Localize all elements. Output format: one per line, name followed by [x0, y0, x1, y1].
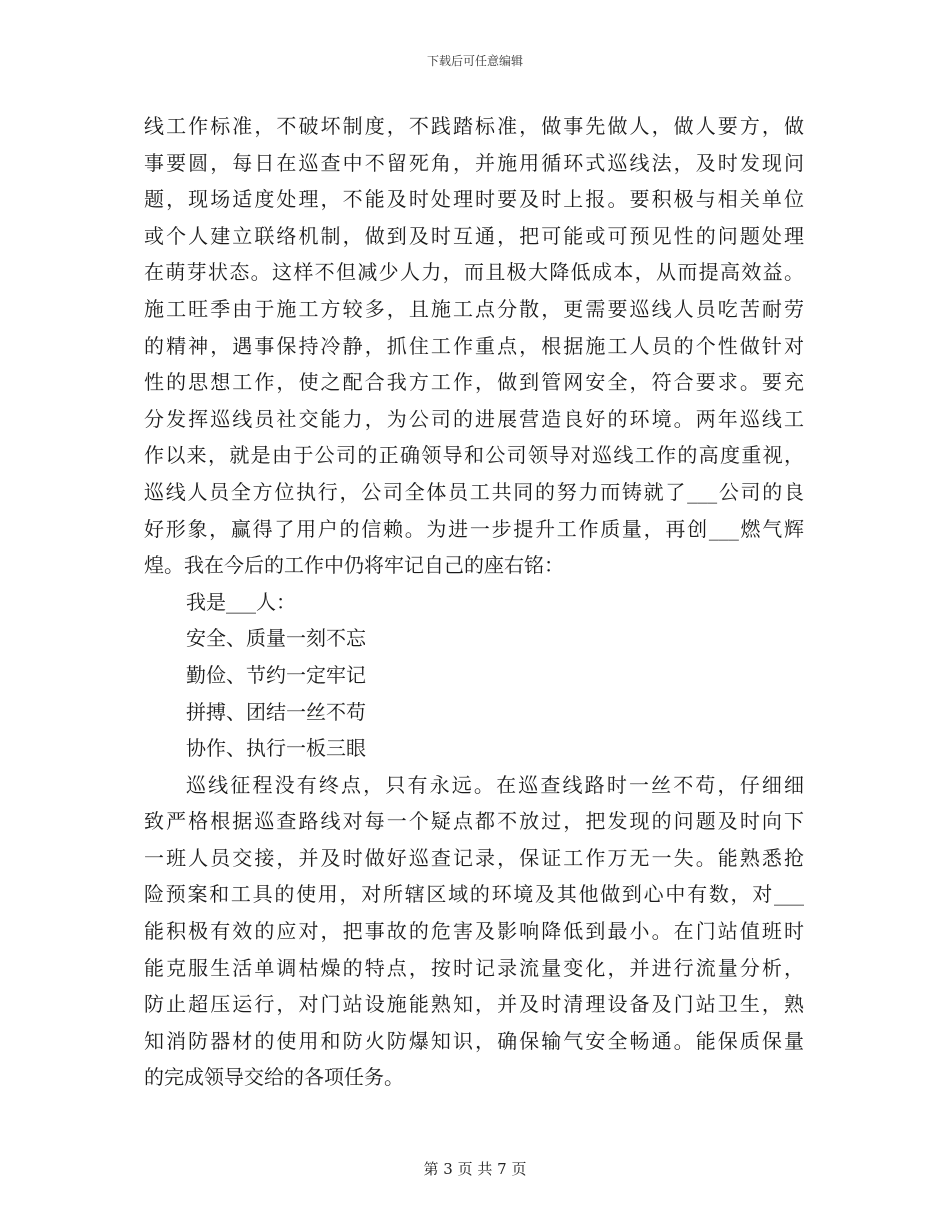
text-line: 防止超压运行，对门站设施能熟知，并及时清理设备及门站卫生，熟: [144, 992, 804, 1017]
motto-line: 拼搏、团结一丝不苟: [186, 699, 366, 724]
motto-line: 勤俭、节约一定牢记: [186, 662, 366, 687]
text-line: 在萌芽状态。这样不但减少人力，而且极大降低成本，从而提高效益。: [144, 260, 804, 285]
text-line: 线工作标准，不破坏制度，不践踏标准，做事先做人，做人要方，做: [144, 114, 804, 138]
text-line: 致严格根据巡查路线对每一个疑点都不放过，把发现的问题及时向下: [144, 809, 804, 834]
text-line: 巡线人员全方位执行，公司全体员工共同的努力而铸就了___公司的良: [144, 479, 804, 504]
text-line: 险预案和工具的使用，对所辖区域的环境及其他做到心中有数，对___: [144, 882, 804, 907]
page-number: 第 3 页 共 7 页: [423, 1160, 527, 1178]
text-line: 性的思想工作，使之配合我方工作，做到管网安全，符合要求。要充: [144, 370, 804, 395]
text-line: 分发挥巡线员社交能力，为公司的进展营造良好的环境。两年巡线工: [144, 406, 804, 431]
text-line: 巡线征程没有终点，只有永远。在巡查线路时一丝不苟，仔细细: [186, 772, 804, 797]
document-body: [144, 108, 804, 1096]
text-line: 好形象，赢得了用户的信赖。为进一步提升工作质量，再创___燃气辉: [144, 516, 804, 541]
page-header: 下载后可任意编辑: [426, 54, 523, 68]
text-line: 知消防器材的使用和防火防爆知识，确保输气安全畅通。能保质保量: [144, 1028, 804, 1053]
text-line: 一班人员交接，并及时做好巡查记录，保证工作万无一失。能熟悉抢: [144, 845, 804, 870]
text-line: 能积极有效的应对，把事故的危害及影响降低到最小。在门站值班时: [144, 919, 804, 944]
text-line: 煌。我在今后的工作中仍将牢记自己的座右铭：: [144, 553, 564, 578]
text-line: 施工旺季由于施工方较多，且施工点分散，更需要巡线人员吃苦耐劳: [144, 296, 804, 321]
text-line: 事要圆，每日在巡查中不留死角，并施用循环式巡线法，及时发现问: [144, 150, 804, 175]
text-line: 或个人建立联络机制，做到及时互通，把可能或可预见性的问题处理: [144, 223, 804, 248]
text-line: 作以来，就是由于公司的正确领导和公司领导对巡线工作的高度重视，: [144, 443, 804, 468]
text-line: 的精神，遇事保持冷静，抓住工作重点，根据施工人员的个性做针对: [144, 333, 804, 358]
motto-line: 协作、执行一板三眼: [186, 736, 366, 761]
text-line: 题，现场适度处理，不能及时处理时要及时上报。要积极与相关单位: [144, 187, 804, 212]
motto-line: 安全、质量一刻不忘: [186, 626, 366, 651]
motto-line: 我是___人：: [186, 589, 296, 614]
text-line: 的完成领导交给的各项任务。: [144, 1065, 404, 1090]
text-line: 能克服生活单调枯燥的特点，按时记录流量变化，并进行流量分析，: [144, 955, 804, 980]
